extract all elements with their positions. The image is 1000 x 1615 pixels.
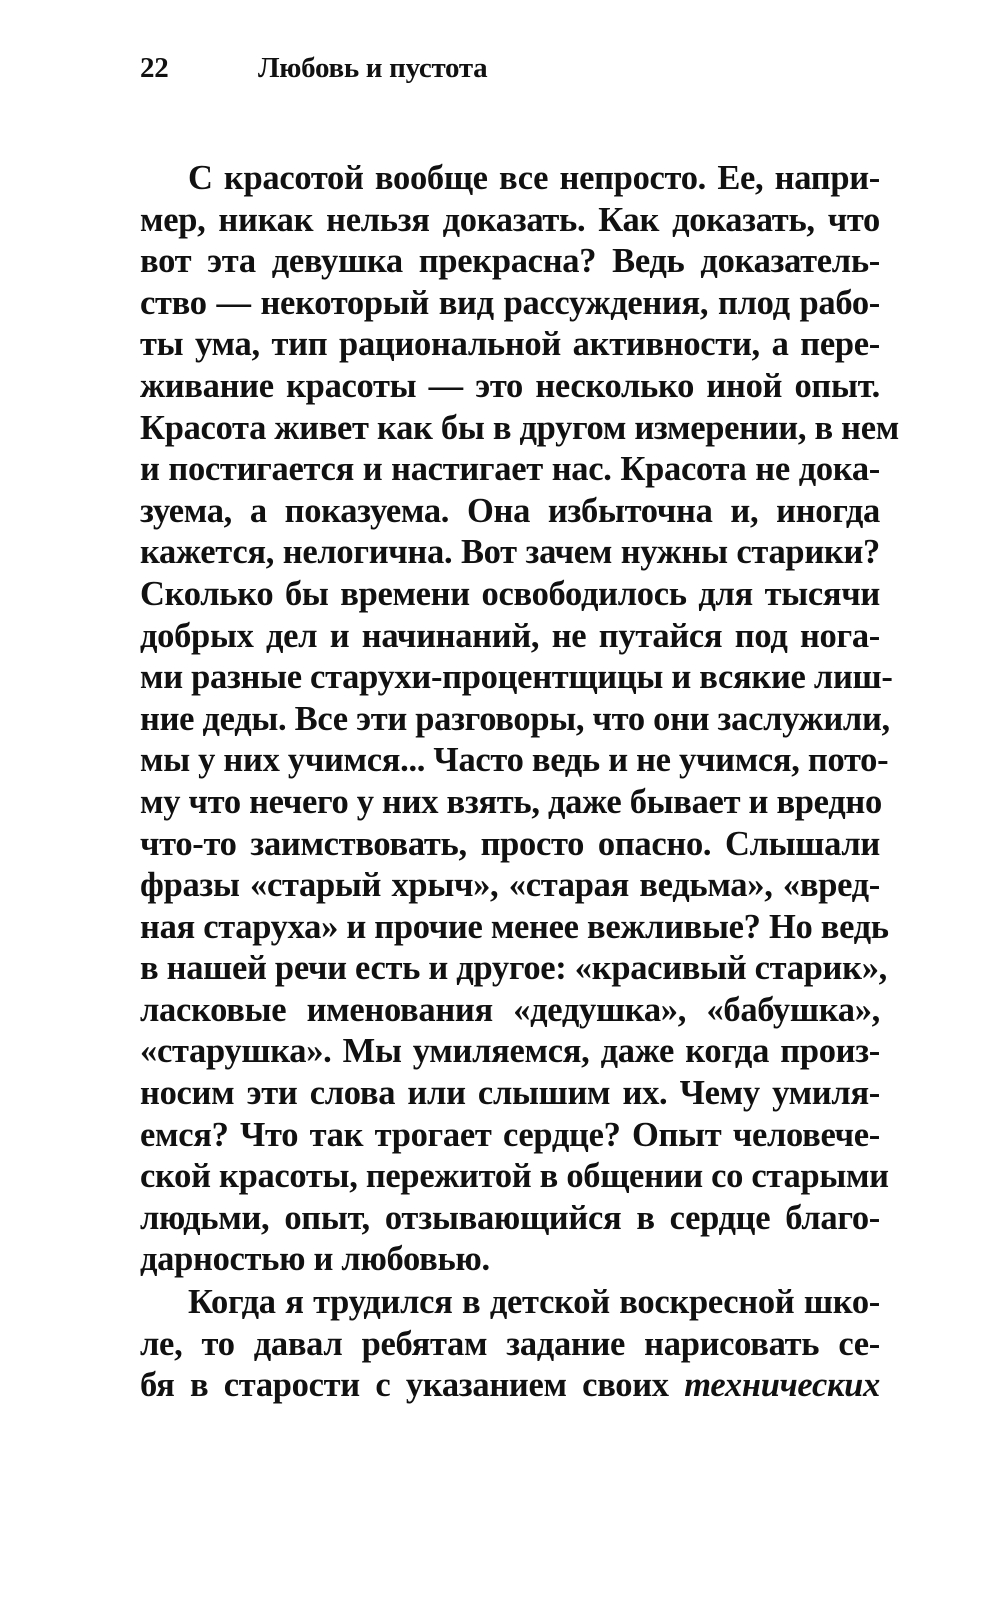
text-line: кажется, нелогична. Вот зачем нужны старики? <box>140 533 880 572</box>
paragraph-1 <box>140 158 899 1281</box>
text-line: людьми, опыт, отзывающийся в сердце благо- <box>140 1198 880 1237</box>
text-line: «старушка». Мы умиляемся, даже когда произ- <box>140 1032 880 1071</box>
text-line: ле, то давал ребятам задание нарисовать се- <box>140 1324 880 1363</box>
running-title: Любовь и пустота <box>258 52 488 84</box>
body-text <box>140 158 899 1407</box>
text-line: носим эти слова или слышим их. Чему умиля- <box>140 1074 880 1113</box>
text-line: ство — некоторый вид рассуждения, плод рабо- <box>140 283 880 322</box>
page-number: 22 <box>140 52 169 84</box>
text-line: дарностью и любовью. <box>140 1240 490 1279</box>
text-line: ная старуха» и прочие менее вежливые? Но ведь <box>140 907 889 946</box>
running-head <box>140 52 487 92</box>
text-line: ской красоты, пережитой в общении со старыми <box>140 1157 889 1196</box>
text-line: ми разные старухи-процентщицы и всякие лиш- <box>140 658 893 697</box>
text-line-mixed <box>140 1365 880 1407</box>
text-line: живание красоты — это несколько иной опыт. <box>140 366 880 405</box>
text-line: вот эта девушка прекрасна? Ведь доказатель- <box>140 242 880 281</box>
text-line: Сколько бы времени освободилось для тысячи <box>140 574 880 613</box>
text-line: в нашей речи есть и другое: «красивый старик», <box>140 949 887 988</box>
text-line: емся? Что так трогает сердце? Опыт человече- <box>140 1115 880 1154</box>
text-line: Когда я трудился в детской воскресной шко- <box>188 1283 880 1322</box>
text-line: добрых дел и начинаний, не путайся под нога- <box>140 616 880 655</box>
text-line: мы у них учимся... Часто ведь и не учимся, пото- <box>140 741 889 780</box>
text-line: му что нечего у них взять, даже бывает и вредно <box>140 782 882 821</box>
text-line: и постигается и настигает нас. Красота не дока- <box>140 450 880 489</box>
paragraph-2 <box>140 1282 880 1407</box>
text-line: ласковые именования «дедушка», «бабушка», <box>140 990 880 1029</box>
text-line: ние деды. Все эти разговоры, что они заслужили, <box>140 699 890 738</box>
text-line: зуема, а показуема. Она избыточна и, иногда <box>140 491 880 530</box>
text-line: мер, никак нельзя доказать. Как доказать, что <box>140 200 880 239</box>
text-line: фразы «старый хрыч», «старая ведьма», «вред- <box>140 866 880 905</box>
text-line: С красотой вообще все непросто. Ее, напри- <box>188 159 880 197</box>
text-line: Красота живет как бы в другом измерении, в нем <box>140 408 899 447</box>
text-line: что-то заимствовать, просто опасно. Слышали <box>140 824 880 863</box>
text-line: ты ума, тип рациональной активности, а пере- <box>140 325 880 364</box>
text-run-italic: технических <box>684 1366 880 1405</box>
text-run-regular: бя в старости с указанием своих <box>140 1366 669 1405</box>
